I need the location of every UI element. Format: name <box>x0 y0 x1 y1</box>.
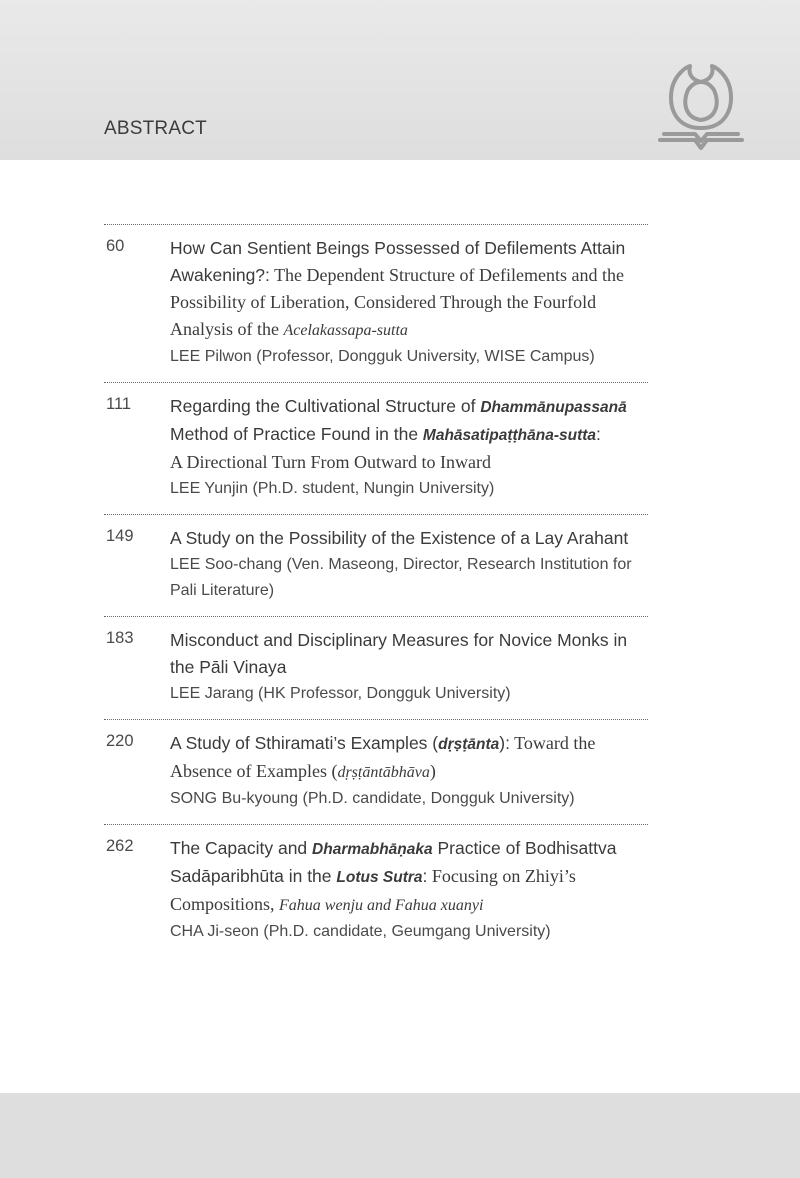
page-number: 183 <box>106 629 134 647</box>
article-title <box>170 235 648 344</box>
title-part: ): <box>499 733 510 753</box>
article-author: LEE Pilwon (Professor, Dongguk University, WISE Campus) <box>170 348 595 365</box>
page-number: 111 <box>106 395 132 413</box>
article-title: Misconduct and Disciplinary Measures for Novice Monks in the Pāli Vinaya <box>170 630 628 677</box>
article-author: SONG Bu-kyoung (Ph.D. candidate, Dongguk University) <box>170 790 575 807</box>
article-title: A Study on the Possibility of the Existence of a Lay Arahant <box>170 528 629 548</box>
page-number: 220 <box>106 732 134 750</box>
lotus-book-logo-icon <box>654 58 748 154</box>
toc-entry <box>104 720 648 824</box>
title-part: dṛṣṭānta <box>438 736 500 753</box>
toc-entry <box>104 225 648 382</box>
title-part: Focusing on Zhiyi’s Compositions, <box>170 866 576 914</box>
title-part: Acelakassapa-sutta <box>283 322 408 339</box>
toc-entry <box>104 515 648 616</box>
page-header <box>0 0 800 160</box>
title-part: The Dependent Structure of Defilements and the Possibility of Liberation, Considered Through the Fourfold Analysis of the <box>170 265 624 339</box>
article-author: LEE Soo-chang (Ven. Maseong, Director, Research Institution for Pali Literature) <box>170 556 632 599</box>
article-title <box>170 393 648 476</box>
title-part: The Capacity and <box>170 838 313 858</box>
toc-entry <box>104 617 648 719</box>
title-part: Fahua wenju and Fahua xuanyi <box>279 897 484 914</box>
title-part: Mahāsatipaṭṭhāna-sutta <box>422 427 597 444</box>
article-author: LEE Yunjin (Ph.D. student, Nungin University) <box>170 480 495 497</box>
table-of-contents <box>104 224 648 957</box>
title-part: A Directional Turn From Outward to Inward <box>170 452 491 472</box>
title-part: Method of Practice Found in the <box>170 424 423 444</box>
title-part: : <box>422 866 428 886</box>
toc-entry <box>104 825 648 957</box>
article-title <box>170 835 648 919</box>
title-part: A Study of Sthiramati’s Examples ( <box>170 733 439 753</box>
article-author: CHA Ji-seon (Ph.D. candidate, Geumgang University) <box>170 923 551 940</box>
article-title <box>170 730 648 786</box>
title-part: Lotus Sutra <box>336 869 423 886</box>
title-part: How Can Sentient Beings Possessed of Defilements Attain Awakening?: <box>170 238 626 285</box>
toc-entry <box>104 383 648 514</box>
page-title: ABSTRACT <box>104 118 207 139</box>
title-part: : <box>596 424 601 444</box>
page-number: 60 <box>106 237 125 255</box>
page-number: 262 <box>106 837 134 855</box>
page-footer-band <box>0 1093 800 1178</box>
title-part: Practice of Bodhisattva Sadāparibhūta in the <box>170 838 617 886</box>
article-author: LEE Jarang (HK Professor, Dongguk University) <box>170 685 511 702</box>
title-part: Toward the Absence of Examples ( <box>170 733 596 781</box>
title-part: Dharmabhāṇaka <box>312 841 433 858</box>
title-part: ) <box>429 761 436 781</box>
page-number: 149 <box>106 527 134 545</box>
title-part: Dhammānupassanā <box>480 399 627 416</box>
title-part: Regarding the Cultivational Structure of <box>170 396 481 416</box>
title-part: dṛṣṭāntābhāva <box>337 764 430 781</box>
